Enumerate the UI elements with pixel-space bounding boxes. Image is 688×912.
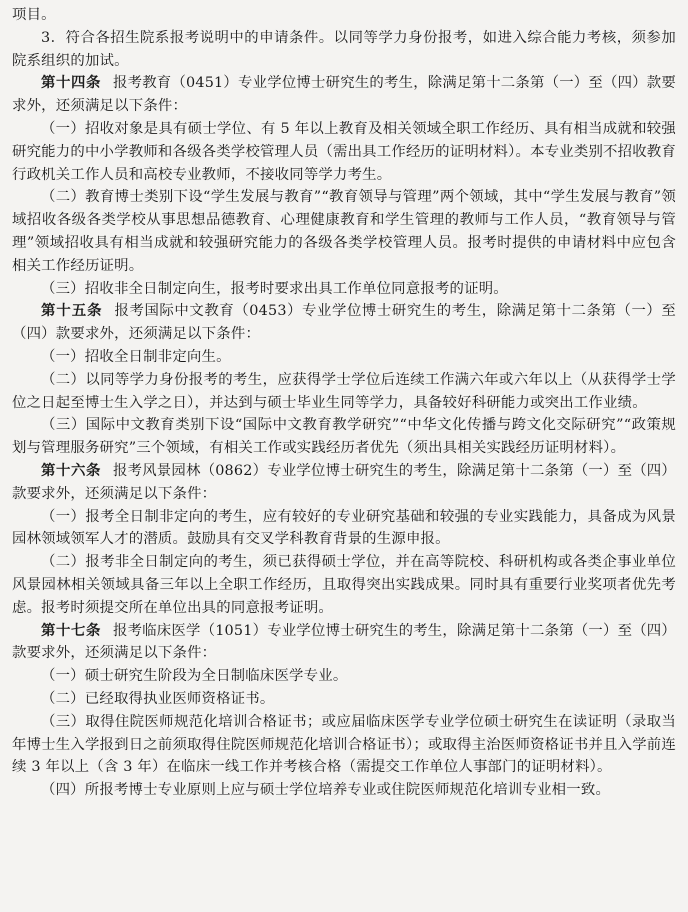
article-14-number: 第十四条 xyxy=(41,74,101,92)
article-17 xyxy=(12,620,676,666)
article-14-clause-3: （三）招收非全日制定向生，报考时要求出具工作单位同意报考的证明。 xyxy=(41,280,508,297)
article-16-clause-1: （一）报考全日制非定向的考生，应有较好的专业研究基础和较强的专业实践能力，具备成为风景园林领域领军人才的潜质。鼓励具有交叉学科教育背景的生源申报。 xyxy=(12,508,676,548)
article-15-number: 第十五条 xyxy=(41,302,103,320)
article-17-clause-1: （一）硕士研究生阶段为全日制临床医学专业。 xyxy=(41,668,348,685)
article-16-number: 第十六条 xyxy=(41,461,101,479)
article-14 xyxy=(12,72,676,118)
article-14-text: 报考教育（0451）专业学位博士研究生的考生，除满足第十二条第（一）至（四）款要求外，还须满足以下条件： xyxy=(12,75,676,115)
paragraph-item-3: 3．符合各招生院系报考说明中的申请条件。以同等学力身份报考，如进入综合能力考核，须参加院系组织的加试。 xyxy=(12,29,676,69)
article-15-clause-2: （二）以同等学力身份报考的考生，应获得学士学位后连续工作满六年或六年以上（从获得学士学位之日起至博士生入学之日），并达到与硕士毕业生同等学力，具备较好科研能力或突出工作业绩。 xyxy=(12,371,676,411)
article-15-clause-1: （一）招收全日制非定向生。 xyxy=(41,348,231,365)
paragraph-continuation: 项目。 xyxy=(12,7,56,23)
article-16-clause-2: （二）报考非全日制定向的考生，须已获得硕士学位，并在高等院校、科研机构或各类企事业单位风景园林相关领域具备三年以上全职工作经历，且取得突出实践成果。同时具有重要行业奖项者优先考虑。报考时须提交所在单位出具的同意报考证明。 xyxy=(12,554,676,616)
article-16 xyxy=(12,460,676,506)
article-15 xyxy=(12,300,676,346)
article-14-clause-2: （二）教育博士类别下设“学生发展与教育”“教育领导与管理”两个领域，其中“学生发展与教育”领域招收各级各类学校从事思想品德教育、心理健康教育和学生管理的教师与工作人员，“教育领导与管理”领域招收具有相当成就和较强研究能力的各级各类学校管理人员。报考时提供的申请材料中应包含相关工作经历证明。 xyxy=(12,189,676,274)
article-17-number: 第十七条 xyxy=(41,621,101,639)
article-15-clause-3: （三）国际中文教育类别下设“国际中文教育教学研究”“中华文化传播与跨文化交际研究”“政策规划与管理服务研究”三个领域，有相关工作或实践经历者优先（须出具相关实践经历证明材料）。 xyxy=(12,417,676,457)
article-17-clause-3: （三）取得住院医师规范化培训合格证书；或应届临床医学专业学位硕士研究生在读证明（录取当年博士生入学报到日之前须取得住院医师规范化培训合格证书）；或取得主治医师资格证书并且入学前连续 3 年以上（含 3 年）在临床一线工作并考核合格（需提交工作单位人事部门的证明材料）。 xyxy=(12,713,676,776)
article-15-text: 报考国际中文教育（0453）专业学位博士研究生的考生，除满足第十二条第（一）至（四）款要求外，还须满足以下条件： xyxy=(12,303,676,343)
article-17-clause-2: （二）已经取得执业医师资格证书。 xyxy=(41,690,275,707)
article-17-clause-4: （四）所报考博士专业原则上应与硕士学位培养专业或住院医师规范化培训专业相一致。 xyxy=(41,782,611,799)
article-16-text: 报考风景园林（0862）专业学位博士研究生的考生，除满足第十二条第（一）至（四）款要求外，还须满足以下条件： xyxy=(12,462,676,502)
article-14-clause-1: （一）招收对象是具有硕士学位、有 5 年以上教育及相关领域全职工作经历、具有相当成就和较强研究能力的中小学教师和各级各类学校管理人员（需出具工作经历的证明材料）。本专业类别不招收教育行政机关工作人员和高校专业教师，不接收同等学力考生。 xyxy=(12,120,676,183)
article-17-text: 报考临床医学（1051）专业学位博士研究生的考生，除满足第十二条第（一）至（四）款要求外，还须满足以下条件： xyxy=(12,622,676,662)
